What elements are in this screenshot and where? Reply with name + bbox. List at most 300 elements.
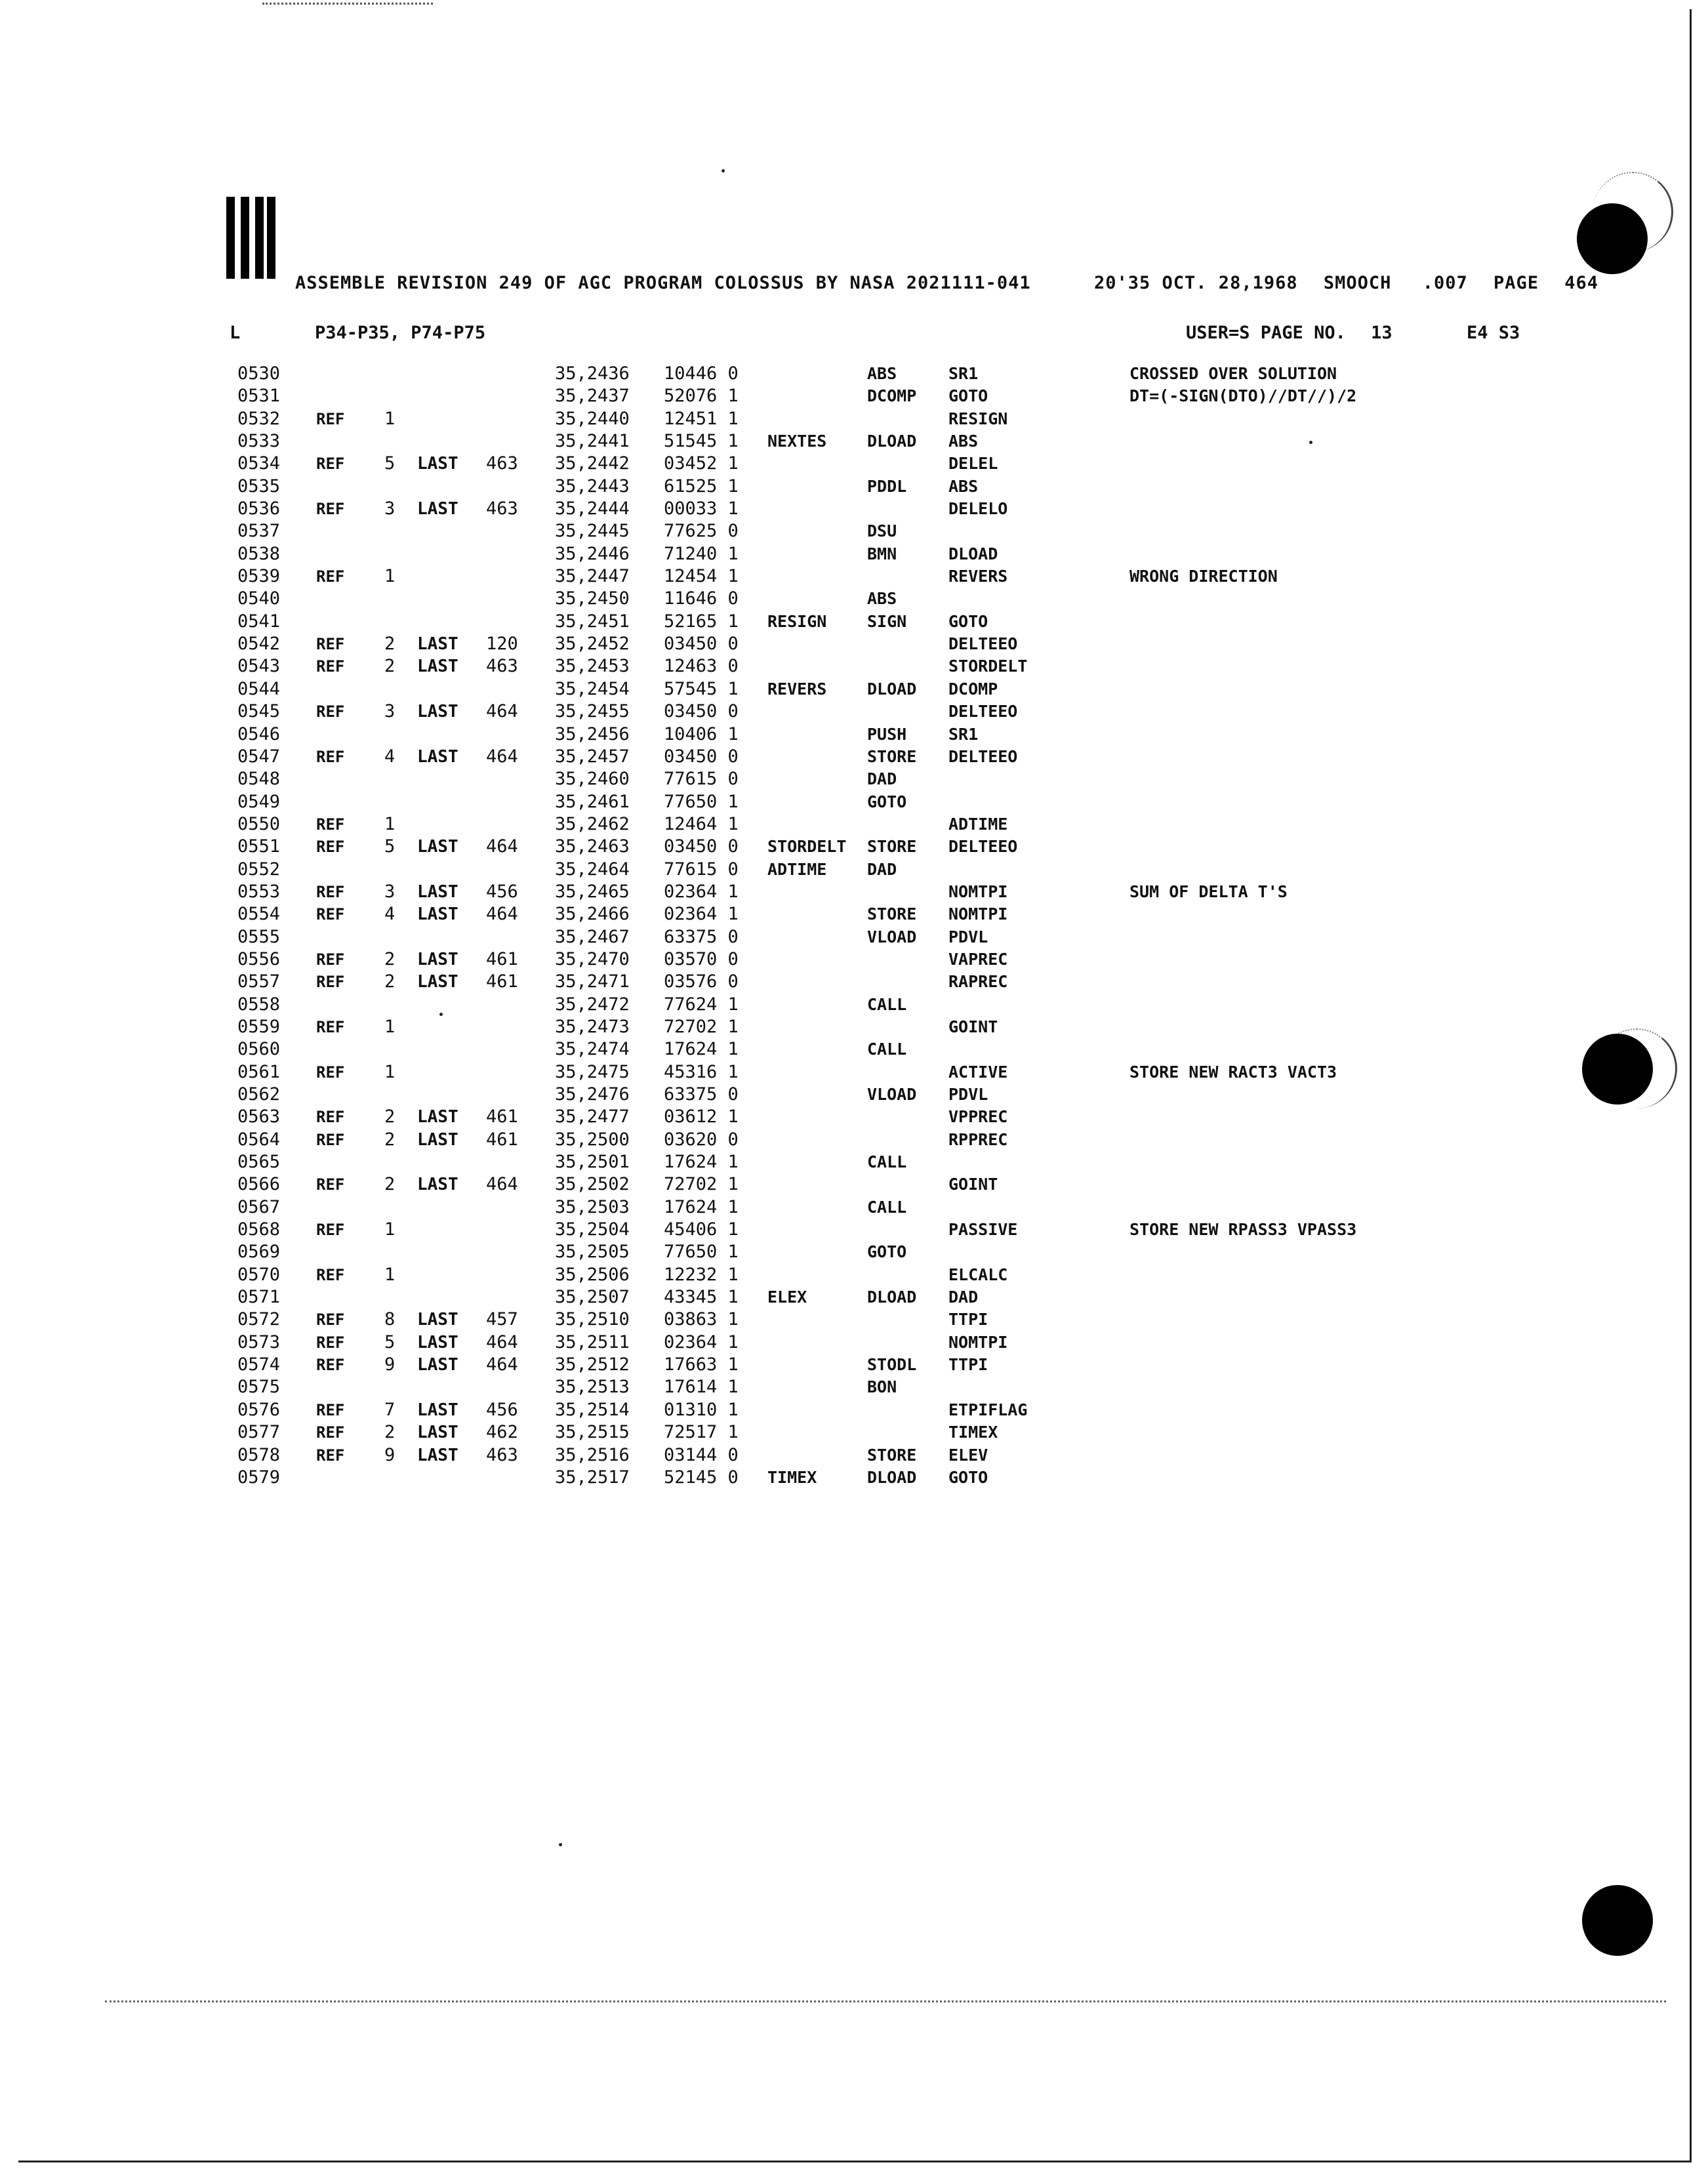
opcode-2: GOTO <box>948 386 988 406</box>
last-marker: LAST <box>417 1445 458 1465</box>
opcode-2: VAPREC <box>948 949 1008 969</box>
comment: CROSSED OVER SOLUTION <box>1129 364 1337 383</box>
listing-row <box>0 385 1708 407</box>
line-number: 0555 <box>237 926 281 947</box>
opcode-2: DAD <box>948 1288 979 1307</box>
ref-count: 1 <box>384 566 396 587</box>
ref-count: 3 <box>384 498 396 519</box>
comment: DT=(-SIGN(DTO)//DT//)/2 <box>1129 386 1357 406</box>
line-number: 0574 <box>237 1354 281 1375</box>
listing-row <box>0 430 1708 453</box>
opcode-2: STORDELT <box>948 657 1028 676</box>
octal-code: 01310 1 <box>664 1399 739 1420</box>
ref-count: 1 <box>384 1264 396 1285</box>
listing-row <box>0 859 1708 881</box>
address: 35,2502 <box>555 1174 630 1195</box>
address: 35,2472 <box>555 994 630 1015</box>
address: 35,2513 <box>555 1377 630 1398</box>
listing-row <box>0 791 1708 813</box>
opcode-2: REVERS <box>948 567 1008 586</box>
address: 35,2474 <box>555 1039 630 1060</box>
octal-code: 00033 1 <box>664 498 739 519</box>
listing-row <box>0 1084 1708 1106</box>
opcode-2: PDVL <box>948 1085 988 1104</box>
header-timestamp: 20'35 OCT. 28,1968 <box>1094 273 1298 293</box>
octal-code: 17624 1 <box>664 1039 739 1060</box>
opcode-2: ELCALC <box>948 1265 1008 1284</box>
listing-row <box>0 363 1708 385</box>
listing-row <box>0 565 1708 588</box>
octal-code: 03450 0 <box>664 836 739 857</box>
opcode-2: GOINT <box>948 1017 998 1036</box>
opcode-1: DCOMP <box>867 386 917 406</box>
ref-marker: REF <box>316 1333 345 1352</box>
ref-marker: REF <box>316 1017 345 1036</box>
line-number: 0575 <box>237 1377 281 1398</box>
listing-row <box>0 611 1708 633</box>
octal-code: 12463 0 <box>664 656 739 677</box>
ref-page: 463 <box>486 498 518 519</box>
octal-code: 02364 1 <box>664 881 739 902</box>
listing-row <box>0 700 1708 723</box>
octal-code: 03450 0 <box>664 746 739 767</box>
ref-page: 461 <box>486 971 518 992</box>
opcode-2: ABS <box>948 432 979 451</box>
top-scan-marks <box>262 3 433 5</box>
octal-code: 77615 0 <box>664 859 739 880</box>
octal-code: 52076 1 <box>664 386 739 407</box>
last-marker: LAST <box>417 1423 458 1443</box>
listing-row <box>0 1376 1708 1398</box>
octal-code: 52145 0 <box>664 1467 739 1488</box>
ref-count: 2 <box>384 1422 396 1443</box>
octal-code: 12232 1 <box>664 1264 739 1285</box>
octal-code: 17614 1 <box>664 1377 739 1398</box>
ref-count: 2 <box>384 948 396 969</box>
address: 35,2436 <box>555 363 630 384</box>
address: 35,2445 <box>555 521 630 542</box>
address: 35,2516 <box>555 1444 630 1465</box>
listing-row <box>0 813 1708 836</box>
line-number: 0549 <box>237 791 281 812</box>
opcode-2: NOMTPI <box>948 882 1008 901</box>
last-marker: LAST <box>417 904 458 925</box>
header-user: SMOOCH <box>1323 273 1392 293</box>
opcode-2: DELEL <box>948 454 998 474</box>
ref-count: 8 <box>384 1309 396 1330</box>
label: ELEX <box>767 1288 807 1307</box>
ref-page: 464 <box>486 904 518 925</box>
opcode-1: DAD <box>867 859 897 879</box>
listing-row <box>0 476 1708 498</box>
ref-count: 4 <box>384 746 396 767</box>
opcode-2: ELEV <box>948 1445 988 1465</box>
opcode-2: RAPREC <box>948 972 1008 992</box>
line-number: 0560 <box>237 1039 281 1060</box>
listing-row <box>0 655 1708 678</box>
address: 35,2507 <box>555 1287 630 1308</box>
line-number: 0557 <box>237 971 281 992</box>
address: 35,2501 <box>555 1152 630 1173</box>
opcode-2: RPPREC <box>948 1129 1008 1149</box>
subheader-code: E4 S3 <box>1467 323 1520 343</box>
listing-row <box>0 994 1708 1016</box>
opcode-1: VLOAD <box>867 1085 917 1104</box>
last-marker: LAST <box>417 702 458 722</box>
address: 35,2440 <box>555 408 630 429</box>
listing-row <box>0 678 1708 700</box>
listing-row <box>0 408 1708 430</box>
octal-code: 45406 1 <box>664 1219 739 1240</box>
line-number: 0550 <box>237 813 281 834</box>
last-marker: LAST <box>417 634 458 655</box>
ref-page: 464 <box>486 836 518 857</box>
subheader-mark: L <box>230 323 241 343</box>
opcode-2: DCOMP <box>948 679 998 699</box>
listing-row <box>0 836 1708 858</box>
listing-row <box>0 1444 1708 1467</box>
opcode-1: BON <box>867 1377 897 1397</box>
listing-row <box>0 1173 1708 1196</box>
octal-code: 77615 0 <box>664 769 739 790</box>
line-number: 0534 <box>237 453 281 474</box>
listing-row <box>0 1129 1708 1151</box>
opcode-1: STODL <box>867 1355 917 1375</box>
ref-count: 7 <box>384 1399 396 1420</box>
listing-row <box>0 1016 1708 1038</box>
last-marker: LAST <box>417 746 458 767</box>
listing-row <box>0 1219 1708 1241</box>
ref-marker: REF <box>316 635 345 654</box>
address: 35,2511 <box>555 1331 630 1352</box>
opcode-1: DAD <box>867 769 897 789</box>
header-title: ASSEMBLE REVISION 249 OF AGC PROGRAM COLOSSUS BY NASA 2021111-041 <box>295 273 1031 293</box>
user-page-label: USER=S PAGE NO. <box>1186 323 1346 343</box>
address: 35,2467 <box>555 926 630 947</box>
octal-code: 03620 0 <box>664 1129 739 1150</box>
octal-code: 10446 0 <box>664 363 739 384</box>
address: 35,2470 <box>555 948 630 969</box>
opcode-1: PDDL <box>867 476 907 496</box>
address: 35,2447 <box>555 566 630 587</box>
last-marker: LAST <box>417 657 458 677</box>
opcode-1: PUSH <box>867 724 907 744</box>
listing-row <box>0 1264 1708 1286</box>
ref-page: 464 <box>486 1174 518 1195</box>
ref-marker: REF <box>316 747 345 766</box>
user-page-number: 13 <box>1371 323 1393 343</box>
ref-marker: REF <box>316 1108 345 1127</box>
address: 35,2464 <box>555 859 630 880</box>
listing-row <box>0 520 1708 542</box>
line-number: 0553 <box>237 881 281 902</box>
address: 35,2443 <box>555 476 630 497</box>
octal-code: 12464 1 <box>664 813 739 834</box>
ref-marker: REF <box>316 500 345 519</box>
opcode-2: ETPIFLAG <box>948 1400 1028 1419</box>
octal-code: 52165 1 <box>664 611 739 632</box>
ref-count: 2 <box>384 656 396 677</box>
ref-marker: REF <box>316 1221 345 1240</box>
line-number: 0541 <box>237 611 281 632</box>
line-number: 0562 <box>237 1084 281 1105</box>
ref-marker: REF <box>316 1423 345 1442</box>
octal-code: 03612 1 <box>664 1106 739 1127</box>
ref-count: 9 <box>384 1354 396 1375</box>
comment: SUM OF DELTA T'S <box>1129 882 1288 901</box>
address: 35,2476 <box>555 1084 630 1105</box>
ref-count: 2 <box>384 634 396 655</box>
line-number: 0565 <box>237 1152 281 1173</box>
opcode-1: STORE <box>867 904 917 924</box>
ref-page: 463 <box>486 453 518 474</box>
opcode-1: STORE <box>867 837 917 857</box>
opcode-1: DLOAD <box>867 679 917 699</box>
last-marker: LAST <box>417 1175 458 1195</box>
octal-code: 10406 1 <box>664 723 739 744</box>
ref-marker: REF <box>316 815 345 834</box>
opcode-2: TTPI <box>948 1355 988 1375</box>
address: 35,2500 <box>555 1129 630 1150</box>
ref-marker: REF <box>316 973 345 992</box>
ref-page: 457 <box>486 1309 518 1330</box>
line-number: 0567 <box>237 1196 281 1217</box>
address: 35,2463 <box>555 836 630 857</box>
line-number: 0559 <box>237 1016 281 1037</box>
ref-marker: REF <box>316 882 345 901</box>
octal-code: 51545 1 <box>664 431 739 452</box>
scan-speck <box>722 169 725 172</box>
listing-row <box>0 498 1708 520</box>
subheader-user-page <box>1186 323 1393 343</box>
ref-marker: REF <box>316 1400 345 1419</box>
opcode-2: DELTEEO <box>948 634 1018 654</box>
address: 35,2452 <box>555 634 630 655</box>
octal-code: 03863 1 <box>664 1309 739 1330</box>
ref-count: 2 <box>384 971 396 992</box>
listing-row <box>0 881 1708 903</box>
opcode-1: CALL <box>867 1040 907 1059</box>
line-number: 0533 <box>237 431 281 452</box>
last-marker: LAST <box>417 1355 458 1375</box>
opcode-1: STORE <box>867 746 917 766</box>
listing-row <box>0 903 1708 925</box>
ref-page: 464 <box>486 701 518 722</box>
address: 35,2437 <box>555 386 630 407</box>
line-number: 0551 <box>237 836 281 857</box>
listing-row <box>0 1061 1708 1084</box>
opcode-1: DLOAD <box>867 432 917 451</box>
listing-row <box>0 543 1708 565</box>
listing-header <box>295 273 1031 293</box>
opcode-1: GOTO <box>867 1242 907 1262</box>
opcode-1: GOTO <box>867 792 907 811</box>
line-number: 0566 <box>237 1174 281 1195</box>
opcode-2: SR1 <box>948 364 979 383</box>
opcode-2: PASSIVE <box>948 1220 1018 1240</box>
ref-page: 463 <box>486 1444 518 1465</box>
opcode-2: ADTIME <box>948 814 1008 834</box>
address: 35,2465 <box>555 881 630 902</box>
listing-row <box>0 1467 1708 1489</box>
opcode-1: VLOAD <box>867 927 917 946</box>
octal-code: 61525 1 <box>664 476 739 497</box>
ref-count: 1 <box>384 813 396 834</box>
line-number: 0540 <box>237 588 281 609</box>
ref-marker: REF <box>316 1310 345 1329</box>
octal-code: 63375 0 <box>664 926 739 947</box>
line-number: 0569 <box>237 1242 281 1263</box>
ref-count: 1 <box>384 1219 396 1240</box>
opcode-2: GOTO <box>948 611 988 631</box>
octal-code: 03452 1 <box>664 453 739 474</box>
line-number: 0552 <box>237 859 281 880</box>
ref-marker: REF <box>316 567 345 586</box>
opcode-2: TTPI <box>948 1310 988 1329</box>
address: 35,2506 <box>555 1264 630 1285</box>
opcode-1: DLOAD <box>867 1288 917 1307</box>
address: 35,2451 <box>555 611 630 632</box>
opcode-2: DELELO <box>948 499 1008 519</box>
ref-page: 461 <box>486 1129 518 1150</box>
last-marker: LAST <box>417 1310 458 1330</box>
octal-code: 77650 1 <box>664 1242 739 1263</box>
address: 35,2512 <box>555 1354 630 1375</box>
address: 35,2515 <box>555 1422 630 1443</box>
ref-marker: REF <box>316 702 345 721</box>
last-marker: LAST <box>417 1107 458 1127</box>
octal-code: 77624 1 <box>664 994 739 1015</box>
ref-count: 3 <box>384 701 396 722</box>
line-number: 0531 <box>237 386 281 407</box>
octal-code: 02364 1 <box>664 1331 739 1352</box>
ref-count: 2 <box>384 1129 396 1150</box>
address: 35,2466 <box>555 904 630 925</box>
ref-count: 4 <box>384 904 396 925</box>
opcode-2: DELTEEO <box>948 702 1018 721</box>
ref-count: 9 <box>384 1444 396 1465</box>
line-number: 0546 <box>237 723 281 744</box>
opcode-1: SIGN <box>867 611 907 631</box>
octal-code: 03450 0 <box>664 701 739 722</box>
opcode-2: VPPREC <box>948 1107 1008 1127</box>
ref-marker: REF <box>316 657 345 676</box>
address: 35,2517 <box>555 1467 630 1488</box>
listing-row <box>0 1038 1708 1061</box>
line-number: 0535 <box>237 476 281 497</box>
line-number: 0544 <box>237 678 281 699</box>
opcode-1: CALL <box>867 1197 907 1217</box>
octal-code: 72517 1 <box>664 1422 739 1443</box>
line-number: 0576 <box>237 1399 281 1420</box>
subheader-program: P34-P35, P74-P75 <box>315 323 486 343</box>
address: 35,2503 <box>555 1196 630 1217</box>
ref-marker: REF <box>316 409 345 428</box>
ref-count: 1 <box>384 1016 396 1037</box>
listing-row <box>0 1331 1708 1354</box>
listing-row <box>0 453 1708 475</box>
ref-page: 456 <box>486 881 518 902</box>
address: 35,2461 <box>555 791 630 812</box>
opcode-2: DELTEEO <box>948 837 1018 857</box>
label: REVERS <box>767 679 827 699</box>
line-number: 0563 <box>237 1106 281 1127</box>
opcode-1: ABS <box>867 589 897 609</box>
address: 35,2442 <box>555 453 630 474</box>
ref-count: 2 <box>384 1174 396 1195</box>
label: ADTIME <box>767 859 827 879</box>
listing-row <box>0 948 1708 971</box>
line-number: 0558 <box>237 994 281 1015</box>
address: 35,2471 <box>555 971 630 992</box>
ref-page: 456 <box>486 1399 518 1420</box>
opcode-2: RESIGN <box>948 409 1008 428</box>
octal-code: 17624 1 <box>664 1152 739 1173</box>
octal-code: 77650 1 <box>664 791 739 812</box>
opcode-2: TIMEX <box>948 1423 998 1442</box>
listing-row <box>0 971 1708 993</box>
label: RESIGN <box>767 611 827 631</box>
opcode-1: STORE <box>867 1445 917 1465</box>
last-marker: LAST <box>417 972 458 992</box>
line-number: 0547 <box>237 746 281 767</box>
line-number: 0537 <box>237 521 281 542</box>
line-number: 0572 <box>237 1309 281 1330</box>
comment: STORE NEW RACT3 VACT3 <box>1129 1062 1337 1082</box>
line-number: 0530 <box>237 363 281 384</box>
ref-marker: REF <box>316 950 345 969</box>
octal-code: 12454 1 <box>664 566 739 587</box>
address: 35,2446 <box>555 543 630 564</box>
line-number: 0564 <box>237 1129 281 1150</box>
listing-row <box>0 746 1708 768</box>
ref-marker: REF <box>316 455 345 474</box>
ref-page: 464 <box>486 1354 518 1375</box>
address: 35,2453 <box>555 656 630 677</box>
opcode-1: CALL <box>867 1152 907 1172</box>
perforation-line <box>105 2000 1666 2002</box>
line-number: 0573 <box>237 1331 281 1352</box>
octal-code: 71240 1 <box>664 543 739 564</box>
line-number: 0542 <box>237 634 281 655</box>
address: 35,2473 <box>555 1016 630 1037</box>
address: 35,2450 <box>555 588 630 609</box>
ref-marker: REF <box>316 838 345 857</box>
last-marker: LAST <box>417 1129 458 1150</box>
line-number: 0570 <box>237 1264 281 1285</box>
scan-speck <box>439 1013 443 1016</box>
scan-speck <box>559 1843 562 1846</box>
opcode-1: ABS <box>867 364 897 383</box>
ref-count: 5 <box>384 836 396 857</box>
address: 35,2455 <box>555 701 630 722</box>
listing-row <box>0 768 1708 790</box>
scan-speck <box>1309 441 1312 444</box>
ref-page: 462 <box>486 1422 518 1443</box>
octal-code: 77625 0 <box>664 521 739 542</box>
listing-row <box>0 1241 1708 1263</box>
address: 35,2505 <box>555 1242 630 1263</box>
address: 35,2475 <box>555 1061 630 1082</box>
last-marker: LAST <box>417 882 458 902</box>
line-number: 0578 <box>237 1444 281 1465</box>
last-marker: LAST <box>417 837 458 857</box>
octal-code: 63375 0 <box>664 1084 739 1105</box>
address: 35,2462 <box>555 813 630 834</box>
last-marker: LAST <box>417 454 458 474</box>
last-marker: LAST <box>417 1400 458 1420</box>
opcode-2: PDVL <box>948 927 988 946</box>
